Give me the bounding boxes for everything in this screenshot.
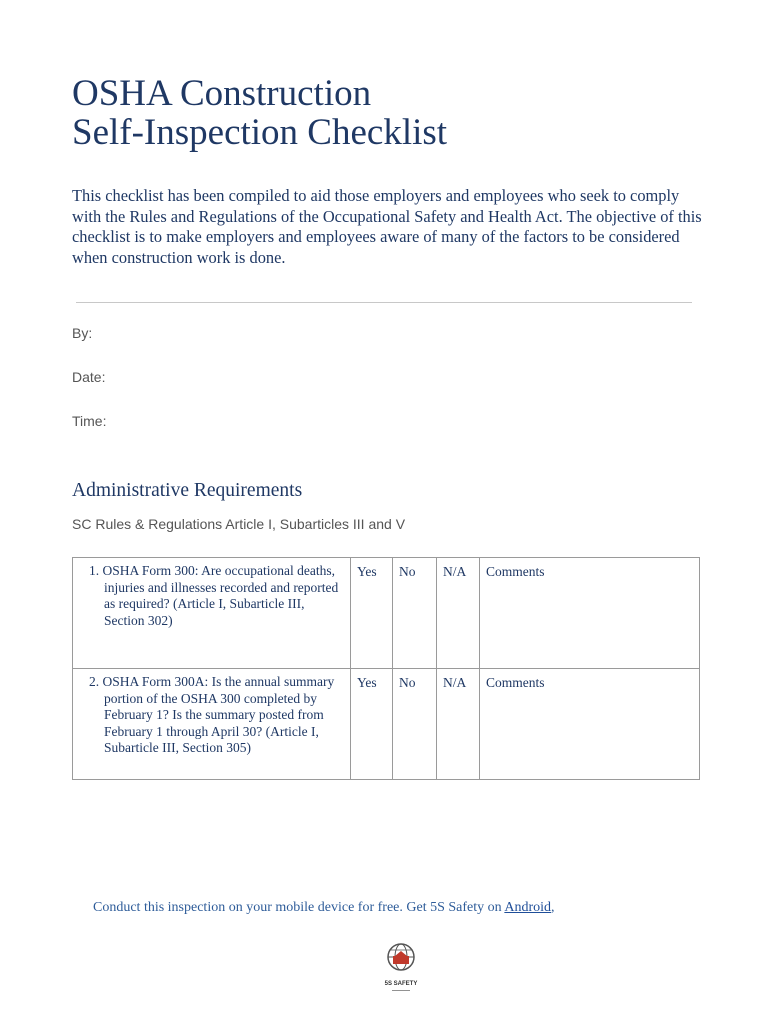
- yes-option[interactable]: Yes: [351, 669, 393, 780]
- comments-field[interactable]: Comments: [480, 558, 700, 669]
- logo-text: 5S SAFETY: [384, 981, 418, 987]
- table-row: [73, 558, 700, 669]
- android-link[interactable]: Android: [504, 900, 552, 915]
- section-title: Administrative Requirements: [72, 480, 303, 501]
- logo-tagline-graphic: ▬▬▬▬▬▬: [392, 988, 410, 992]
- footer-note: [93, 900, 555, 916]
- globe-logo-icon: [384, 940, 418, 976]
- table-row: [73, 669, 700, 780]
- section-subtitle: SC Rules & Regulations Article I, Subarticles III and V: [72, 516, 406, 532]
- page-title-line-2: Self-Inspection Checklist: [72, 112, 448, 153]
- intro-paragraph: This checklist has been compiled to aid those employers and employees who seek to comply with the Rules and Regulations of the Occupational Safety and Health Act. The objective of this checklist is to make employers and employees aware of many of the factors to be considered when construction work is done.: [72, 186, 702, 267]
- logo: [384, 940, 418, 1000]
- footer-text: Conduct this inspection on your mobile device for free. Get 5S Safety on: [93, 900, 505, 915]
- date-field-label: Date:: [72, 369, 106, 385]
- page-title-line-1: OSHA Construction: [72, 73, 372, 114]
- time-field-label: Time:: [72, 413, 107, 429]
- page-title: [72, 74, 447, 152]
- question-text: 1. OSHA Form 300: Are occupational deaths, injuries and illnesses recorded and reported as required? (Article I, Subarticle III, Section 302): [89, 563, 339, 628]
- na-option[interactable]: N/A: [437, 669, 480, 780]
- comments-field[interactable]: Comments: [480, 669, 700, 780]
- question-cell: [73, 558, 351, 669]
- question-cell: [73, 669, 351, 780]
- footer-trailing: ,: [551, 900, 555, 915]
- yes-option[interactable]: Yes: [351, 558, 393, 669]
- no-option[interactable]: No: [393, 558, 437, 669]
- question-text: 2. OSHA Form 300A: Is the annual summary portion of the OSHA 300 completed by February 1? Is the summary posted from February 1 through April 30? (Article I, Subarticle III, Section 305): [89, 674, 335, 755]
- divider: [76, 302, 692, 303]
- no-option[interactable]: No: [393, 669, 437, 780]
- by-field-label: By:: [72, 325, 93, 341]
- checklist-table: [72, 557, 700, 780]
- na-option[interactable]: N/A: [437, 558, 480, 669]
